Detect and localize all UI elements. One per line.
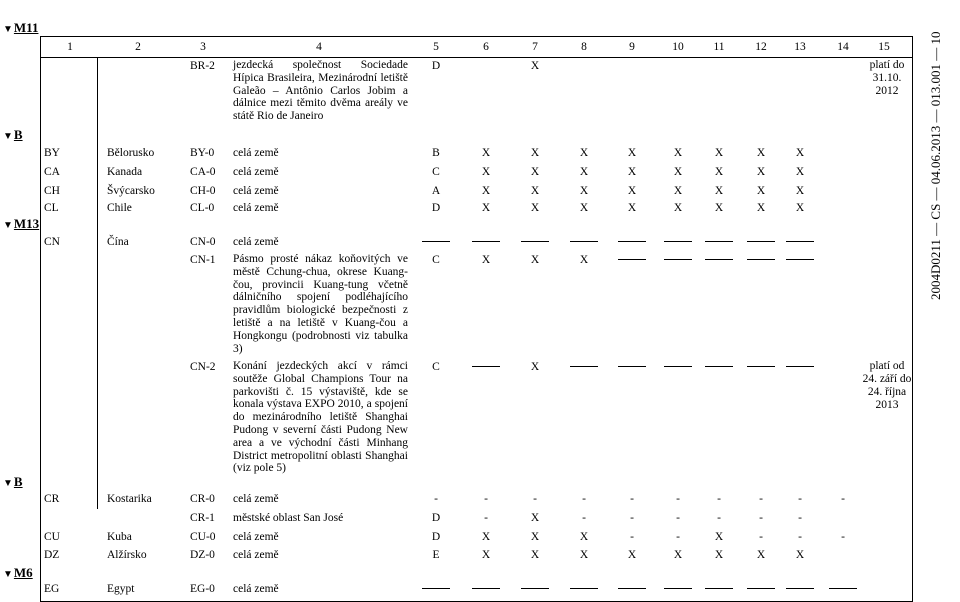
status-value: X (481, 202, 491, 214)
dash-line (705, 241, 733, 242)
status-dash (747, 253, 775, 267)
triangle-down-icon: ▼ (3, 220, 13, 231)
region-code: CA-0 (190, 166, 216, 178)
country-name: Bělorusko (107, 147, 155, 159)
status-value: - (630, 493, 634, 505)
status-value: X (530, 549, 540, 561)
status-dash (705, 235, 733, 249)
status-dash (570, 582, 598, 596)
status-value: X (756, 185, 766, 197)
status-value: - (484, 512, 488, 524)
status-value: X (530, 60, 540, 72)
status-dash (786, 235, 814, 249)
header-column-number: 3 (200, 41, 206, 53)
status-dash (472, 360, 500, 374)
status-value: X (756, 166, 766, 178)
region-code: DZ-0 (190, 549, 215, 561)
status-value: X (579, 254, 589, 266)
dash-line (747, 241, 775, 242)
country-code: CA (44, 166, 60, 178)
status-value: X (795, 549, 805, 561)
status-value: X (579, 185, 589, 197)
country-name: Chile (107, 202, 132, 214)
status-value: X (530, 147, 540, 159)
status-value: X (530, 185, 540, 197)
region-description: celá země (233, 166, 279, 178)
dash-line (705, 588, 733, 589)
dash-line (786, 241, 814, 242)
triangle-down-icon: ▼ (3, 24, 13, 35)
status-value: A (431, 185, 441, 197)
region-description: celá země (233, 185, 279, 197)
status-value: X (481, 166, 491, 178)
status-value: X (579, 549, 589, 561)
status-value: X (530, 202, 540, 214)
status-value: X (530, 531, 540, 543)
status-value: - (630, 531, 634, 543)
header-column-number: 2 (135, 41, 141, 53)
marker-label: M13 (13, 216, 40, 231)
region-code: BR-2 (190, 60, 215, 72)
status-value: X (579, 166, 589, 178)
country-code: EG (44, 583, 60, 595)
status-value: X (795, 202, 805, 214)
status-value: D (431, 531, 441, 543)
status-value: - (798, 493, 802, 505)
status-value: - (533, 493, 537, 505)
region-code: CR-1 (190, 512, 215, 524)
amendment-marker (3, 20, 38, 36)
status-value: D (431, 202, 441, 214)
status-value: X (481, 185, 491, 197)
status-value: C (432, 361, 440, 373)
status-value: X (756, 147, 766, 159)
region-code: EG-0 (190, 583, 215, 595)
status-value: X (530, 254, 540, 266)
dash-line (664, 366, 692, 367)
dash-line (664, 588, 692, 589)
country-name: Čína (107, 236, 129, 248)
status-value: X (627, 185, 637, 197)
status-value: X (673, 549, 683, 561)
region-description: Konání jezdeckých akcí v rámci soutěže Global Champions Tour na parkovišti č. 15 výstaviště, kde se konala výstava EXPO 2010, a spojení do mezinárodního letiště Shanghai Pudong v severní části Pudong New area a ve východní části Minhang District metropolitní oblasti Shanghai (viz pole 5) (233, 360, 408, 475)
dash-line (786, 588, 814, 589)
status-value: X (714, 531, 724, 543)
table-left-border (40, 36, 41, 602)
status-dash (664, 360, 692, 374)
region-description: městské oblast San José (233, 512, 344, 524)
dash-line (786, 366, 814, 367)
country-code: CH (44, 185, 60, 197)
status-value: - (434, 493, 438, 505)
status-dash (705, 582, 733, 596)
status-value: C (432, 254, 440, 266)
triangle-down-icon: ▼ (3, 478, 13, 489)
dash-line (747, 588, 775, 589)
status-value: X (714, 166, 724, 178)
validity-note: platí od 24. září do 24. října 2013 (862, 360, 912, 411)
marker-label: M6 (13, 565, 33, 580)
status-value: X (714, 147, 724, 159)
status-value: - (630, 512, 634, 524)
status-value: X (530, 512, 540, 524)
status-value: X (530, 361, 540, 373)
status-value: X (530, 166, 540, 178)
status-value: X (714, 549, 724, 561)
status-value: C (432, 166, 440, 178)
region-description: celá země (233, 549, 279, 561)
status-dash (618, 253, 646, 267)
status-value: - (582, 493, 586, 505)
status-value: - (484, 493, 488, 505)
status-value: X (756, 202, 766, 214)
country-name: Kuba (107, 531, 132, 543)
country-name: Švýcarsko (107, 185, 155, 197)
region-description: celá země (233, 531, 279, 543)
amendment-marker (3, 565, 33, 581)
header-column-number: 5 (433, 41, 439, 53)
region-description: jezdecká společnost Sociedade Hípica Brasileira, Mezinárodní letiště Galeão – Antônio Carlos Jobim a dálnice mezi těmito dvěma areály ve státě Rio de Janeiro (233, 59, 408, 123)
dash-line (570, 241, 598, 242)
header-column-number: 10 (672, 41, 684, 53)
status-value: X (673, 202, 683, 214)
country-name: Egypt (107, 583, 135, 595)
status-dash (829, 582, 857, 596)
status-dash (618, 360, 646, 374)
region-code: BY-0 (190, 147, 215, 159)
dash-line (422, 241, 450, 242)
region-code: CN-1 (190, 254, 216, 266)
dash-line (570, 588, 598, 589)
status-value: X (756, 549, 766, 561)
status-value: X (795, 147, 805, 159)
status-value: - (759, 531, 763, 543)
region-code: CU-0 (190, 531, 216, 543)
status-dash (521, 235, 549, 249)
status-dash (422, 582, 450, 596)
dash-line (786, 259, 814, 260)
status-value: - (676, 531, 680, 543)
status-dash (747, 360, 775, 374)
status-value: X (673, 185, 683, 197)
dash-line (521, 588, 549, 589)
status-dash (521, 582, 549, 596)
status-value: - (759, 512, 763, 524)
status-value: X (481, 254, 491, 266)
col2-divider-lower (97, 489, 98, 509)
status-value: - (717, 512, 721, 524)
status-value: - (676, 493, 680, 505)
dash-line (618, 259, 646, 260)
status-value: X (795, 166, 805, 178)
dash-line (829, 588, 857, 589)
status-value: X (673, 147, 683, 159)
status-value: - (841, 493, 845, 505)
country-code: BY (44, 147, 60, 159)
status-dash (705, 253, 733, 267)
header-column-number: 15 (878, 41, 890, 53)
dash-line (570, 366, 598, 367)
dash-line (618, 241, 646, 242)
country-code: DZ (44, 549, 60, 561)
dash-line (664, 241, 692, 242)
status-value: X (481, 549, 491, 561)
region-description: celá země (233, 236, 279, 248)
country-code: CU (44, 531, 60, 543)
status-value: D (431, 60, 441, 72)
status-dash (618, 582, 646, 596)
status-value: - (582, 512, 586, 524)
amendment-marker (3, 474, 23, 490)
marker-label: B (13, 127, 23, 142)
dash-line (472, 588, 500, 589)
status-value: X (714, 185, 724, 197)
region-description: Pásmo prosté nákaz koňovitých ve městě Cchung-chua, okrese Kuang-čou, provincii Kuang-tung včetně dálničního spojení podléhajícího pravidlům biologické bezpečnosti z letiště a na letiště v Kuang-čou a Hongkongu (podrobnosti viz tabulka 3) (233, 253, 408, 355)
dash-line (747, 366, 775, 367)
region-code: CR-0 (190, 493, 215, 505)
header-bottom-border (40, 57, 912, 58)
header-column-number: 6 (483, 41, 489, 53)
status-value: X (673, 166, 683, 178)
dash-line (472, 241, 500, 242)
status-dash (570, 360, 598, 374)
dash-line (521, 241, 549, 242)
header-column-number: 11 (713, 41, 725, 53)
country-name: Alžírsko (107, 549, 147, 561)
dash-line (422, 588, 450, 589)
marker-label: B (13, 474, 23, 489)
status-value: - (841, 531, 845, 543)
status-value: D (431, 512, 441, 524)
triangle-down-icon: ▼ (3, 569, 13, 580)
region-code: CH-0 (190, 185, 216, 197)
table-top-border (40, 36, 912, 37)
header-column-number: 8 (581, 41, 587, 53)
status-value: - (676, 512, 680, 524)
status-dash (705, 360, 733, 374)
region-description: celá země (233, 147, 279, 159)
amendment-marker (3, 127, 23, 143)
status-value: B (432, 147, 440, 159)
status-dash (747, 582, 775, 596)
status-dash (786, 360, 814, 374)
country-code: CL (44, 202, 59, 214)
status-dash (786, 582, 814, 596)
header-column-number: 9 (629, 41, 635, 53)
region-code: CL-0 (190, 202, 215, 214)
amendment-marker (3, 216, 39, 232)
status-dash (472, 235, 500, 249)
dash-line (472, 366, 500, 367)
dash-line (747, 259, 775, 260)
validity-note: platí do 31.10. 2012 (869, 59, 905, 97)
status-value: X (714, 202, 724, 214)
country-code: CR (44, 493, 60, 505)
status-value: E (432, 549, 440, 561)
status-value: X (579, 147, 589, 159)
dash-line (618, 366, 646, 367)
status-dash (747, 235, 775, 249)
status-value: X (795, 185, 805, 197)
region-description: celá země (233, 583, 279, 595)
status-dash (664, 582, 692, 596)
region-description: celá země (233, 202, 279, 214)
region-description: celá země (233, 493, 279, 505)
table-right-border (912, 36, 913, 602)
status-dash (664, 253, 692, 267)
status-value: X (579, 202, 589, 214)
dash-line (618, 588, 646, 589)
status-value: - (798, 531, 802, 543)
status-dash (786, 253, 814, 267)
region-code: CN-0 (190, 236, 216, 248)
triangle-down-icon: ▼ (3, 131, 13, 142)
status-value: X (627, 202, 637, 214)
status-value: X (481, 531, 491, 543)
region-code: CN-2 (190, 361, 216, 373)
country-name: Kostarika (107, 493, 152, 505)
status-dash (570, 235, 598, 249)
header-column-number: 12 (755, 41, 767, 53)
document-side-code: 2004D0211 — CS — 04.06.2013 — 013.001 — 10 (928, 31, 943, 300)
dash-line (664, 259, 692, 260)
status-value: X (627, 147, 637, 159)
header-column-number: 14 (837, 41, 849, 53)
status-dash (422, 235, 450, 249)
dash-line (705, 259, 733, 260)
status-value: X (579, 531, 589, 543)
header-column-number: 1 (67, 41, 73, 53)
dash-line (705, 366, 733, 367)
status-value: X (481, 147, 491, 159)
status-dash (664, 235, 692, 249)
col2-divider (97, 57, 98, 489)
header-column-number: 13 (794, 41, 806, 53)
status-dash (472, 582, 500, 596)
status-value: - (798, 512, 802, 524)
status-dash (618, 235, 646, 249)
header-column-number: 7 (532, 41, 538, 53)
status-value: - (759, 493, 763, 505)
status-value: X (627, 166, 637, 178)
marker-label: M11 (13, 20, 39, 35)
country-name: Kanada (107, 166, 143, 178)
status-value: X (627, 549, 637, 561)
status-value: - (717, 493, 721, 505)
country-code: CN (44, 236, 60, 248)
header-column-number: 4 (316, 41, 322, 53)
